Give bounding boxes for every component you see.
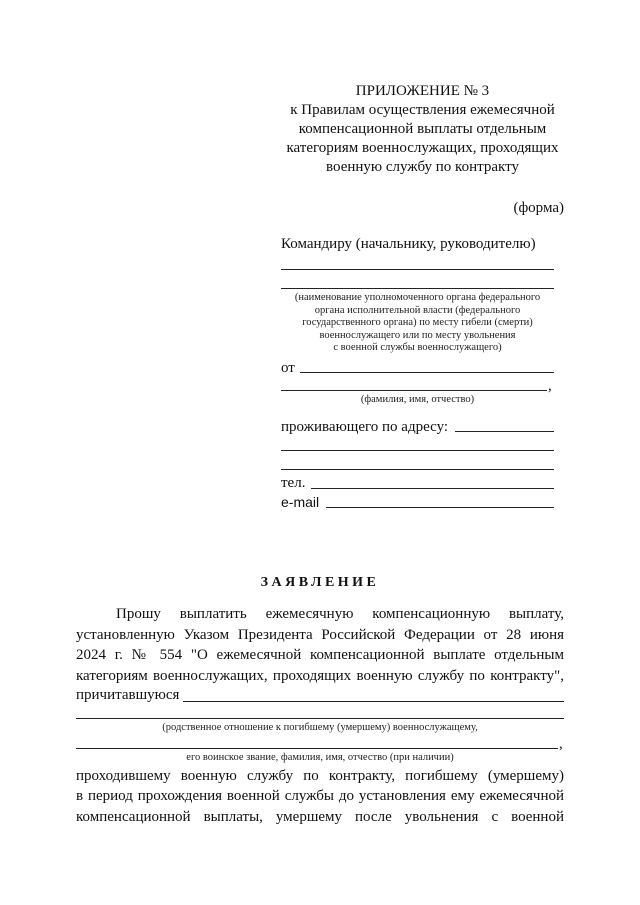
tail-line-3: компенсационной выплаты, умершему после увольнения с военной bbox=[76, 809, 564, 825]
due-line[interactable] bbox=[183, 701, 564, 702]
appendix-header bbox=[270, 82, 575, 177]
appendix-number: ПРИЛОЖЕНИЕ № 3 bbox=[355, 83, 490, 99]
recipient-line-1[interactable] bbox=[281, 269, 554, 270]
statement-title: ЗАЯВЛЕНИЕ bbox=[260, 575, 380, 590]
fio-line[interactable] bbox=[281, 390, 547, 391]
address-label: проживающего по адресу: bbox=[281, 419, 449, 435]
appendix-line-3: категориям военнослужащих, проходящих bbox=[286, 140, 559, 156]
appendix-line-4: военную службу по контракту bbox=[326, 159, 519, 175]
rank-caption: его воинское звание, фамилия, имя, отчество (при наличии) bbox=[186, 752, 454, 763]
tail-line-2: в период прохождения военной службы до установления ему ежемесячной bbox=[76, 788, 564, 804]
recipient-label: Командиру (начальнику, руководителю) bbox=[281, 236, 536, 252]
recipient-caption: (наименование уполномоченного органа федерального органа исполнительной власти (федерального государственного органа) по месту гибели (смерти) военнослужащего или по месту увольнения с военной службы военнослужащего) bbox=[294, 292, 541, 353]
rank-line[interactable] bbox=[76, 748, 558, 749]
fio-comma: , bbox=[548, 378, 552, 394]
from-label: от bbox=[281, 360, 295, 376]
statement-line-3: 2024 г. № 554 "О ежемесячной компенсационной выплате отдельным bbox=[76, 647, 564, 663]
phone-line[interactable] bbox=[311, 488, 554, 489]
address-line-2[interactable] bbox=[281, 450, 554, 451]
phone-label: тел. bbox=[281, 475, 306, 491]
address-line-3[interactable] bbox=[281, 469, 554, 470]
relation-caption: (родственное отношение к погибшему (умершему) военнослужащему, bbox=[162, 722, 478, 733]
appendix-line-1: к Правилам осуществления ежемесячной bbox=[290, 102, 555, 118]
due-label: причитавшуюся bbox=[76, 687, 180, 703]
from-line[interactable] bbox=[300, 372, 554, 373]
appendix-line-2: компенсационной выплаты отдельным bbox=[298, 121, 547, 137]
email-label: e-mail bbox=[281, 494, 320, 510]
form-label: (форма) bbox=[513, 200, 564, 216]
statement-line-1: Прошу выплатить ежемесячную компенсационную выплату, bbox=[116, 606, 564, 622]
email-line[interactable] bbox=[326, 507, 554, 508]
tail-line-1: проходившему военную службу по контракту, погибшему (умершему) bbox=[76, 768, 564, 784]
statement-line-4: категориям военнослужащих, проходящих военную службу по контракту", bbox=[76, 668, 564, 684]
recipient-line-2[interactable] bbox=[281, 288, 554, 289]
statement-line-2: установленную Указом Президента Российской Федерации от 28 июня bbox=[76, 627, 564, 643]
rank-comma: , bbox=[559, 736, 563, 752]
fio-caption: (фамилия, имя, отчество) bbox=[360, 394, 475, 405]
address-line-1[interactable] bbox=[455, 431, 554, 432]
relation-line[interactable] bbox=[76, 718, 564, 719]
